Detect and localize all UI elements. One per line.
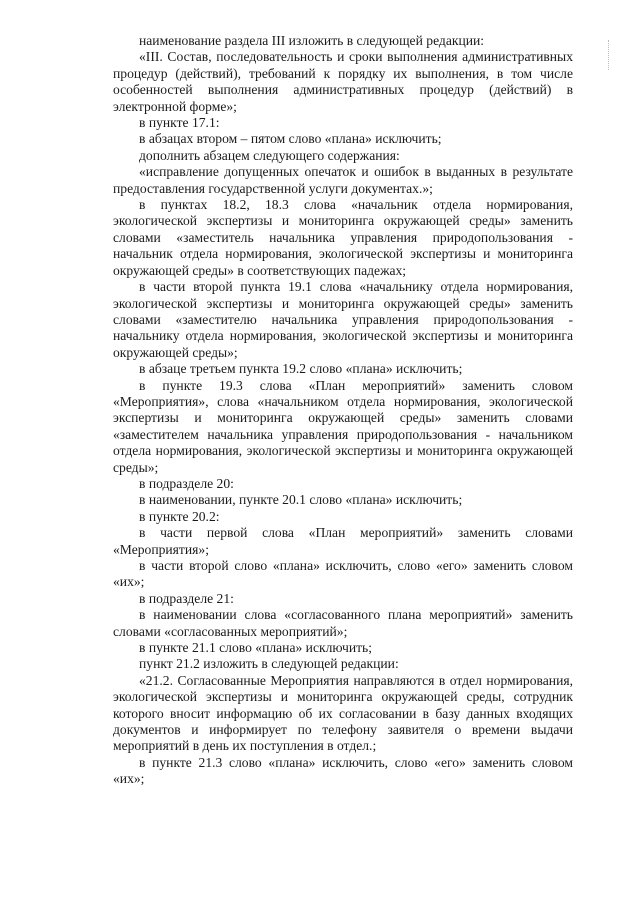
paragraph: «исправление допущенных опечаток и ошибок в выданных в результате предоставления государственной услуги документах.»;	[113, 164, 573, 196]
document-body	[113, 33, 573, 788]
paragraph: в абзацах втором – пятом слово «плана» исключить;	[139, 131, 442, 147]
paragraph: в наименовании слова «согласованного плана мероприятий» заменить словами «согласованных мероприятий»;	[113, 607, 573, 639]
paragraph: пункт 21.2 изложить в следующей редакции:	[139, 656, 399, 672]
paragraph: в части первой слова «План мероприятий» заменить словами «Мероприятия»;	[113, 525, 573, 557]
paragraph: в абзаце третьем пункта 19.2 слово «плана» исключить;	[139, 361, 463, 377]
paragraph: наименование раздела III изложить в следующей редакции:	[139, 33, 485, 48]
paragraph: в части второй слово «плана» исключить, слово «его» заменить словом «их»;	[113, 558, 573, 590]
paragraph: в пунктах 18.2, 18.3 слова «начальник отдела нормирования, экологической экспертизы и мониторинга окружающей среды» заменить словами «заместитель начальника управления природопользования - начальник отдела нормирования, экологической экспертизы и мониторинга окружающей среды» в соответствующих падежах;	[113, 197, 573, 278]
paragraph: в наименовании, пункте 20.1 слово «плана» исключить;	[139, 492, 463, 508]
paragraph: в части второй пункта 19.1 слова «начальнику отдела нормирования, экологической экспертизы и мониторинга окружающей среды» заменить словами «заместителю начальника управления природопользования - начальнику отдела нормирования, экологической экспертизы и мониторинга окружающей среды»;	[113, 279, 573, 360]
paragraph: в пункте 19.3 слова «План мероприятий» заменить словом «Мероприятия», слова «начальником отдела нормирования, экологической экспертизы и мониторинга окружающей среды» заменить словами «заместителем начальника управления природопользования - начальником отдела нормирования, экологической экспертизы и мониторинга окружающей среды»;	[113, 377, 573, 475]
scan-margin-mark	[608, 40, 612, 70]
paragraph: «III. Состав, последовательность и сроки выполнения административных процедур (действий), требований к порядку их выполнения, в том числе особенностей выполнения административных процедур (действий) в электронной форме»;	[113, 49, 573, 114]
paragraph: в пункте 21.3 слово «плана» исключить, слово «его» заменить словом «их»;	[113, 754, 573, 787]
paragraph: в подразделе 21:	[139, 590, 234, 606]
paragraph: в пункте 21.1 слово «плана» исключить;	[139, 640, 373, 656]
paragraph: дополнить абзацем следующего содержания:	[139, 147, 400, 163]
paragraph: в пункте 20.2:	[139, 508, 220, 524]
paragraph: в пункте 17.1:	[139, 115, 220, 131]
paragraph: «21.2. Согласованные Мероприятия направляются в отдел нормирования, экологической экспертизы и мониторинга окружающей среды, сотрудник которого вносит информацию об их согласовании в базу данных входящих документов и информирует по телефону заявителя о времени выдачи мероприятий в день их поступления в отдел.;	[113, 672, 573, 754]
paragraph: в подразделе 20:	[139, 475, 234, 491]
